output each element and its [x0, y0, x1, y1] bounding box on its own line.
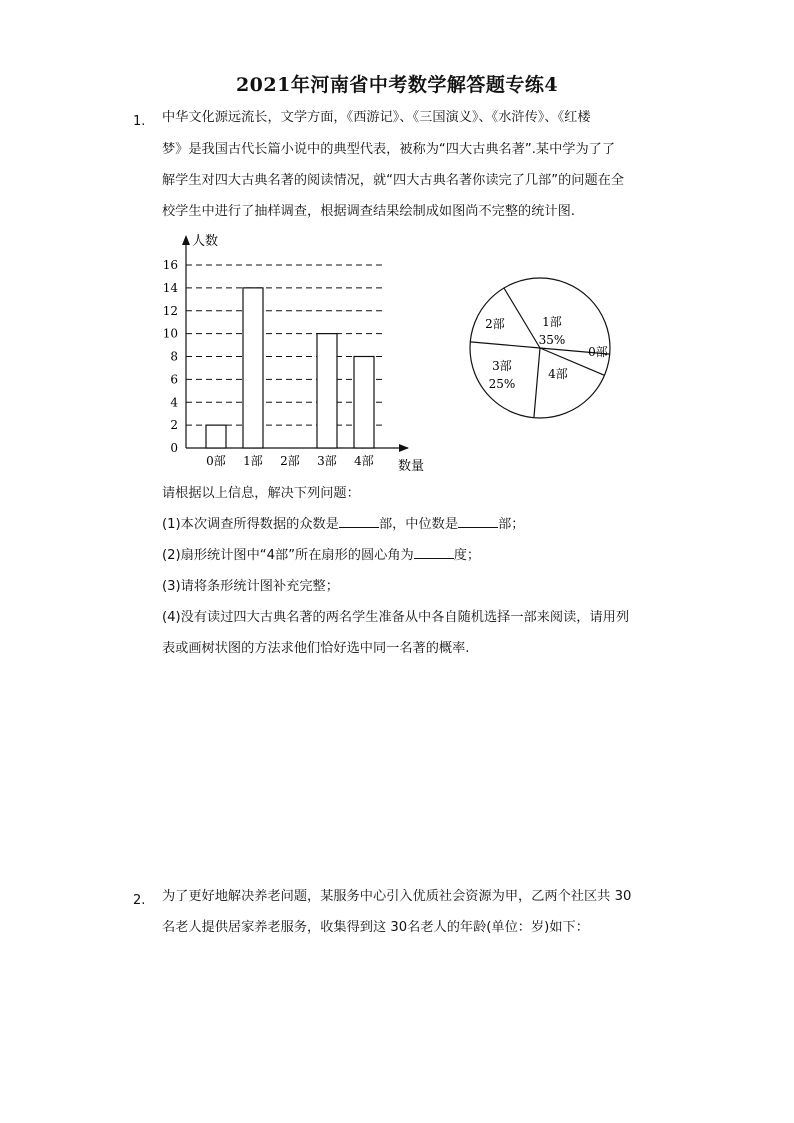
y-tick-label: 4	[170, 395, 178, 410]
pie-slice-percent: 35%	[538, 333, 566, 347]
x-tick-label: 3部	[317, 454, 337, 468]
q1-line-2: 梦》是我国古代长篇小说中的典型代表，被称为“四大古典名著”.某中学为了了	[162, 142, 616, 157]
q1-sub4-line-2: 表或画树状图的方法求他们恰好选中同一名著的概率.	[162, 641, 470, 656]
bar	[243, 288, 263, 448]
x-axis-label: 数量	[398, 459, 425, 474]
y-tick-label: 2	[170, 418, 178, 433]
q1-sub4-line-1: (4)没有读过四大古典名著的两名学生准备从中各自随机选择一部来阅读，请用列	[162, 610, 630, 625]
q1-sub3: (3)请将条形统计图补充完整；	[162, 579, 339, 594]
y-tick-label: 14	[162, 280, 178, 295]
q1-sub1-text-a: (1)本次调查所得数据的众数是	[162, 517, 339, 532]
q1-sub1-text-c: 部；	[498, 517, 525, 532]
question-1-number: 1.	[133, 114, 146, 129]
answer-blank-median[interactable]	[458, 515, 498, 528]
y-tick-label: 12	[162, 303, 178, 318]
x-tick-label: 4部	[354, 454, 374, 468]
y-tick-label: 0	[170, 441, 178, 455]
x-tick-label: 1部	[243, 454, 263, 468]
q1-prompt: 请根据以上信息，解决下列问题：	[162, 486, 360, 501]
answer-blank-mode[interactable]	[339, 515, 379, 528]
q1-sub1	[162, 515, 662, 535]
q2-line-2: 名老人提供居家养老服务，收集得到这 30名老人的年龄(单位：岁)如下：	[162, 920, 589, 935]
bar-chart	[150, 225, 440, 480]
answer-blank-angle[interactable]	[414, 546, 454, 559]
pie-slice-percent: 25%	[488, 377, 516, 391]
y-tick-label: 10	[162, 326, 178, 341]
q2-line-1: 为了更好地解决养老问题，某服务中心引入优质社会资源为甲，乙两个社区共 30	[162, 889, 632, 904]
q1-sub2-text-a: (2)扇形统计图中“4部”所在扇形的圆心角为	[162, 548, 414, 563]
pie-slice-label: 1部	[542, 315, 562, 329]
pie-slice-label: 3部	[492, 359, 512, 373]
q1-line-3: 解学生对四大古典名著的阅读情况，就“四大古典名著你读完了几部”的问题在全	[162, 173, 625, 188]
x-axis-arrow	[399, 444, 409, 452]
bar	[354, 357, 374, 449]
page-title: 2021年河南省中考数学解答题专练4	[235, 74, 559, 96]
y-tick-label: 8	[170, 349, 178, 364]
pie-slice-label: 0部	[588, 345, 608, 359]
y-axis-arrow	[182, 235, 190, 245]
q1-line-1: 中华文化源远流长，文学方面，《西游记》、《三国演义》、《水浒传》、《红楼	[162, 110, 591, 125]
y-tick-label: 6	[170, 372, 178, 387]
x-tick-label: 2部	[280, 454, 300, 468]
pie-slice-label: 4部	[548, 367, 568, 381]
question-2-number: 2.	[133, 893, 146, 908]
x-tick-label: 0部	[206, 454, 226, 468]
y-tick-label: 16	[162, 258, 178, 272]
q1-line-4: 校学生中进行了抽样调查，根据调查结果绘制成如图尚不完整的统计图.	[162, 204, 576, 219]
q1-sub2-text-b: 度；	[453, 548, 481, 563]
pie-slice-label: 2部	[485, 317, 505, 331]
q1-sub1-text-b: 部，中位数是	[378, 517, 459, 532]
bar	[206, 425, 226, 448]
pie-chart	[460, 270, 620, 430]
bar	[317, 334, 337, 448]
y-axis-label: 人数	[192, 234, 219, 249]
q1-sub2	[162, 546, 662, 566]
